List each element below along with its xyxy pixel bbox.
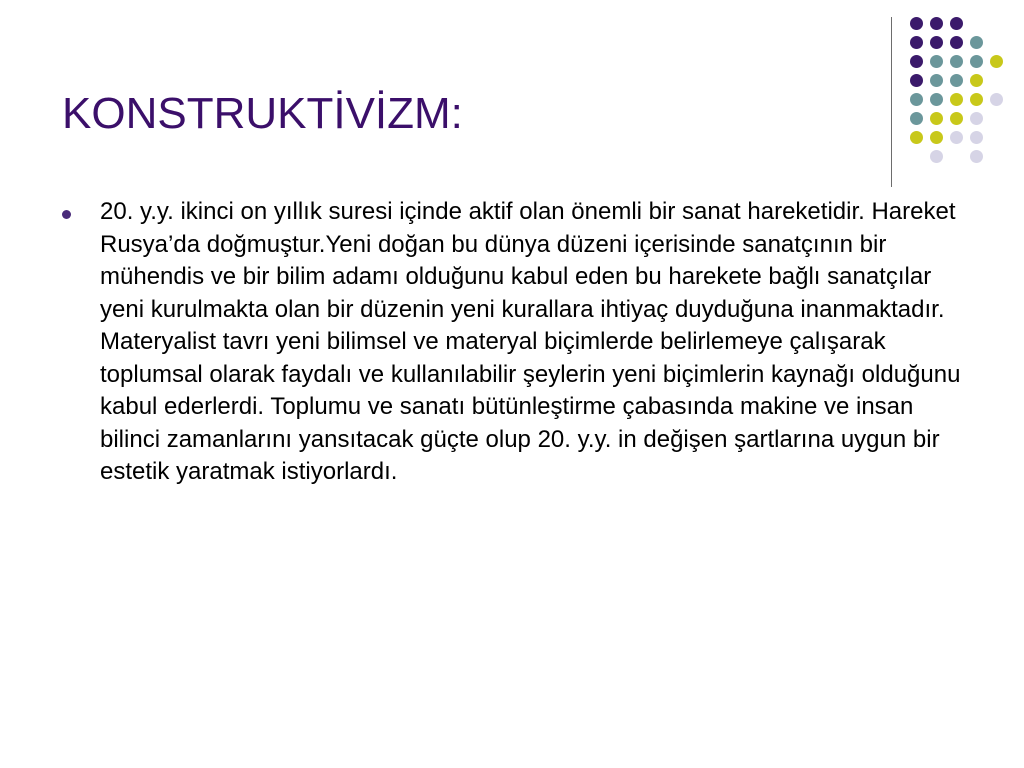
decor-dot (970, 74, 983, 87)
decor-dot (930, 93, 943, 106)
decor-dot (990, 93, 1003, 106)
decor-dot (970, 131, 983, 144)
decor-dot (910, 55, 923, 68)
vertical-divider (891, 17, 892, 187)
bullet-icon (62, 210, 71, 219)
decor-dot (950, 93, 963, 106)
decor-dot (930, 112, 943, 125)
decor-dot (950, 55, 963, 68)
decor-dot (910, 112, 923, 125)
slide-title: KONSTRUKTİVİZM: (62, 89, 463, 138)
decor-dot (970, 55, 983, 68)
decor-dot (910, 17, 923, 30)
decor-dot (910, 36, 923, 49)
decor-dot (950, 74, 963, 87)
decor-dot (930, 150, 943, 163)
decor-dot (950, 112, 963, 125)
decor-dot (930, 131, 943, 144)
decor-dot (950, 131, 963, 144)
decor-dot (930, 17, 943, 30)
decor-dot (970, 112, 983, 125)
slide-body (62, 196, 972, 489)
decor-dot (970, 36, 983, 49)
bullet-item (62, 196, 972, 489)
decor-dot (950, 17, 963, 30)
decor-dot (930, 36, 943, 49)
decor-dot (910, 131, 923, 144)
decor-dot (930, 55, 943, 68)
decor-dot (970, 150, 983, 163)
decor-dot (970, 93, 983, 106)
decor-dot (910, 74, 923, 87)
decor-dot (990, 55, 1003, 68)
decor-dot (950, 36, 963, 49)
decor-dot (930, 74, 943, 87)
decor-dot (910, 93, 923, 106)
bullet-text: 20. y.y. ikinci on yıllık suresi içinde aktif olan önemli bir sanat hareketidir. Hareket Rusya’da doğmuştur.Yeni doğan bu dünya düzeni içerisinde sanatçının bir mühendis ve bir bilim adamı olduğunu kabul eden bu harekete bağlı sanatçılar yeni kurulmakta olan bir düzenin yeni kurallara ihtiyaç duyduğuna inanmaktadır. Materyalist tavrı yeni bilimsel ve materyal biçimlerde belirlemeye çalışarak toplumsal olarak faydalı ve kullanılabilir şeylerin yeni biçimlerin kaynağı olduğunu kabul ederlerdi. Toplumu ve sanatı bütünleştirme çabasında makine ve insan bilinci zamanlarını yansıtacak güçte olup 20. y.y. in değişen şartlarına uygun bir estetik yaratmak istiyorlardı. (100, 198, 961, 485)
